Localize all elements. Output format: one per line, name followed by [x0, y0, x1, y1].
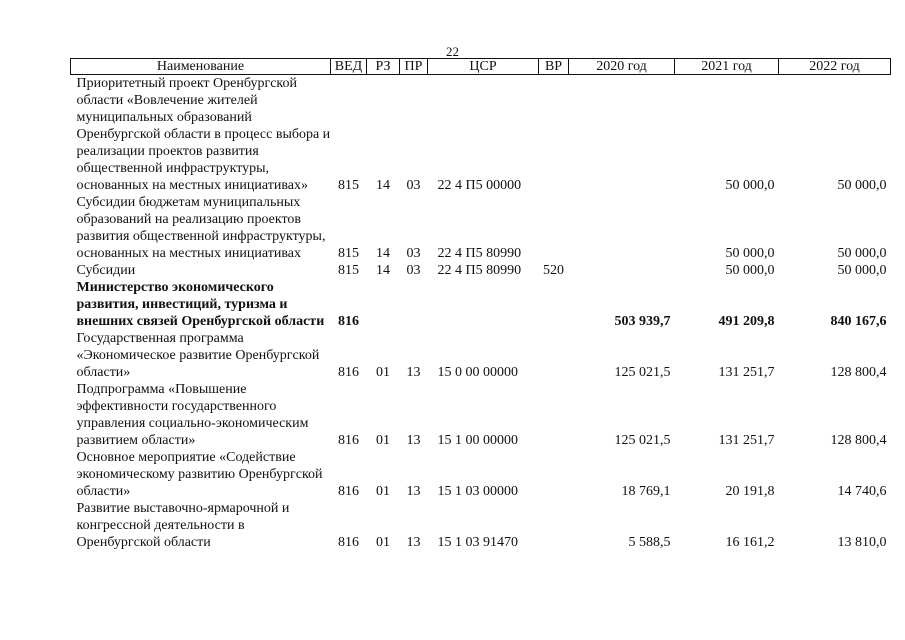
- cell-csr: 15 1 00 00000: [437, 433, 518, 448]
- cell-vr: [539, 75, 569, 195]
- cell-2022: 840 167,6: [830, 314, 887, 329]
- cell-name: Основное мероприятие «Содействие экономическому развитию Оренбургской области»: [76, 450, 323, 499]
- cell-2020: [569, 194, 675, 262]
- header-csr: ЦСР: [428, 59, 539, 75]
- cell-rz: 01: [376, 535, 390, 550]
- cell-pr: 13: [406, 365, 421, 380]
- cell-2022: 50 000,0: [837, 246, 887, 261]
- cell-pr: 13: [406, 535, 421, 550]
- cell-ved: 815: [338, 178, 359, 193]
- cell-rz: 14: [376, 246, 390, 261]
- header-name: Наименование: [71, 59, 331, 75]
- header-2020: 2020 год: [569, 59, 675, 75]
- page-number: 22: [446, 44, 459, 59]
- cell-csr: 22 4 П5 80990: [437, 246, 522, 261]
- cell-pr: [400, 279, 428, 330]
- cell-2021: 50 000,0: [725, 263, 775, 278]
- budget-table: [70, 58, 891, 551]
- table-row: [71, 449, 891, 500]
- cell-name: Субсидии бюджетам муниципальных образований на реализацию проектов развития общественной инфраструктуры, основанных на местных инициативах: [76, 195, 326, 261]
- header-ved: ВЕД: [331, 59, 367, 75]
- header-2021: 2021 год: [675, 59, 779, 75]
- header-2022: 2022 год: [779, 59, 891, 75]
- cell-csr: 22 4 П5 00000: [437, 178, 522, 193]
- cell-2020: 18 769,1: [621, 484, 671, 499]
- cell-2022: 50 000,0: [837, 178, 887, 193]
- cell-2020: 125 021,5: [614, 365, 671, 380]
- cell-name: Подпрограмма «Повышение эффективности государственного управления социально-экономическим развитием области»: [76, 382, 309, 448]
- cell-2021: 131 251,7: [718, 365, 775, 380]
- cell-2021: 16 161,2: [725, 535, 775, 550]
- cell-pr: 03: [406, 246, 421, 261]
- cell-ved: 816: [338, 365, 359, 380]
- cell-ved: 816: [338, 484, 359, 499]
- table-row: [71, 75, 891, 195]
- cell-csr: [428, 279, 539, 330]
- cell-vr: [539, 279, 569, 330]
- cell-2020: [569, 262, 675, 279]
- cell-pr: 13: [406, 484, 421, 499]
- cell-2021: 131 251,7: [718, 433, 775, 448]
- cell-2022: 13 810,0: [837, 535, 887, 550]
- header-pr: ПР: [400, 59, 428, 75]
- table-row: [71, 262, 891, 279]
- table-row: [71, 330, 891, 381]
- cell-ved: 816: [338, 535, 359, 550]
- cell-rz: 01: [376, 484, 390, 499]
- cell-pr: 03: [406, 178, 421, 193]
- table-row: [71, 279, 891, 330]
- cell-ved: 816: [338, 433, 359, 448]
- header-rz: РЗ: [367, 59, 400, 75]
- cell-2020: 503 939,7: [614, 314, 671, 329]
- cell-name: Развитие выставочно-ярмарочной и конгрессной деятельности в Оренбургской области: [76, 501, 290, 550]
- header-vr: ВР: [539, 59, 569, 75]
- cell-vr: [539, 381, 569, 449]
- cell-pr: 13: [406, 433, 421, 448]
- cell-name: Государственная программа «Экономическое развитие Оренбургской области»: [76, 331, 320, 380]
- cell-ved: 815: [338, 246, 359, 261]
- cell-rz: 01: [376, 365, 390, 380]
- cell-name: Министерство экономического развития, инвестиций, туризма и внешних связей Оренбургской области: [76, 280, 325, 329]
- cell-2021: 50 000,0: [725, 178, 775, 193]
- cell-name: Приоритетный проект Оренбургской области «Вовлечение жителей муниципальных образований Оренбургской области в процесс выбора и реализации проектов развития общественной инфраструктуры, основанных на местных инициативах»: [76, 76, 331, 193]
- cell-2020: [569, 75, 675, 195]
- cell-rz: 14: [376, 178, 390, 193]
- cell-pr: 03: [406, 263, 421, 278]
- cell-2022: 14 740,6: [837, 484, 887, 499]
- cell-vr: [539, 500, 569, 551]
- cell-2020: 5 588,5: [628, 535, 671, 550]
- cell-2022: 50 000,0: [837, 263, 887, 278]
- cell-vr: [539, 449, 569, 500]
- cell-csr: 15 1 03 91470: [437, 535, 518, 550]
- cell-rz: 14: [376, 263, 390, 278]
- table-row: [71, 194, 891, 262]
- cell-2022: 128 800,4: [830, 433, 887, 448]
- cell-2020: 125 021,5: [614, 433, 671, 448]
- cell-vr: 520: [543, 263, 564, 278]
- table-row: [71, 500, 891, 551]
- cell-2021: 491 209,8: [718, 314, 775, 329]
- cell-vr: [539, 330, 569, 381]
- cell-name: Субсидии: [76, 263, 136, 278]
- table-row: [71, 381, 891, 449]
- cell-csr: 15 1 03 00000: [437, 484, 518, 499]
- cell-2021: 20 191,8: [725, 484, 775, 499]
- cell-ved: 815: [338, 263, 359, 278]
- cell-rz: 01: [376, 433, 390, 448]
- cell-ved: 816: [338, 314, 359, 329]
- cell-csr: 15 0 00 00000: [437, 365, 518, 380]
- cell-vr: [539, 194, 569, 262]
- table-header-row: [71, 59, 891, 75]
- cell-rz: [367, 279, 400, 330]
- cell-csr: 22 4 П5 80990: [437, 263, 522, 278]
- cell-2022: 128 800,4: [830, 365, 887, 380]
- cell-2021: 50 000,0: [725, 246, 775, 261]
